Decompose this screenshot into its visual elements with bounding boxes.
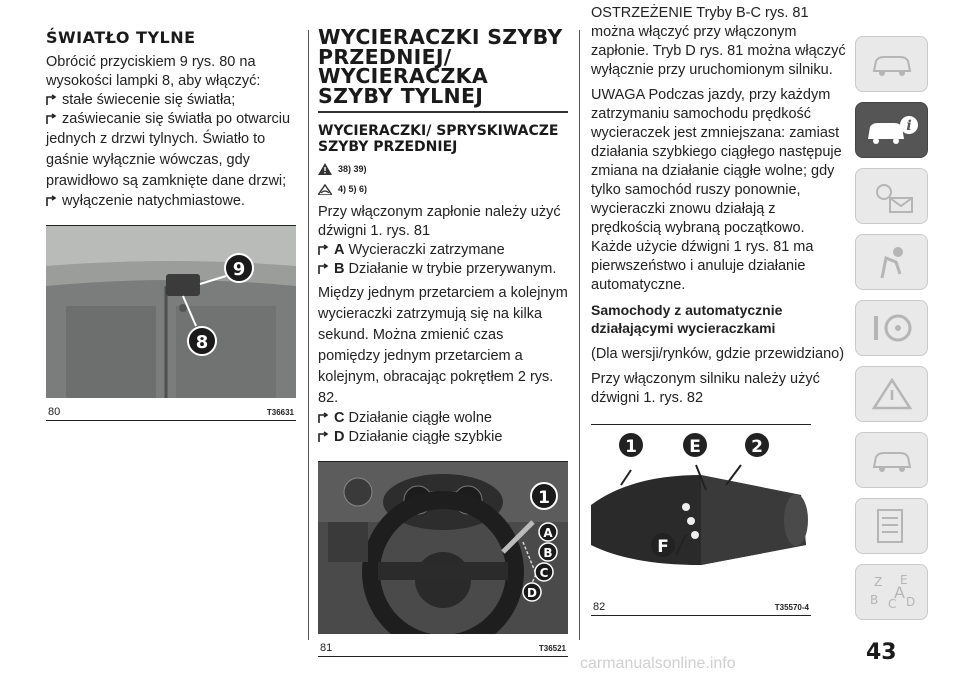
arrow-bullet-icon [318, 244, 330, 256]
list-item [46, 110, 296, 129]
paragraph-note: UWAGA Podczas jazdy, przy każdym zatrzymaniu samochodu prędkość wycieraczek jest zmniejszana: zamiast działania szybkiego ciągłego następuje zmiana na działanie ciągłe wolne; gdy tylko samochód ruszy ponownie, wycieraczki znowu działają z prędkością wybraną początkowo. Każde użycie dźwigni 1 rys. 81 ma pierwszeństwo i anuluje działanie automatyczne. [591, 87, 842, 293]
figure-81 [318, 461, 568, 657]
mode-key: C [334, 410, 345, 426]
svg-text:i: i [905, 118, 912, 134]
column-3 [591, 4, 846, 616]
figure-82 [591, 424, 811, 616]
figure-code: T36521 [538, 643, 566, 653]
arrow-bullet-icon [318, 263, 330, 275]
caution-reference [318, 183, 568, 195]
warning-refs: 38) 39) [338, 164, 367, 174]
figure-code: T35570-4 [774, 602, 809, 612]
callout-1: 1 [538, 488, 550, 508]
callout-8: 8 [195, 332, 209, 353]
column-1 [46, 28, 296, 421]
svg-text:Z: Z [873, 575, 882, 589]
list-item-text: wyłączenie natychmiastowe. [62, 193, 245, 209]
callout-9: 9 [232, 259, 246, 280]
chapter-tab-maintenance[interactable] [855, 432, 928, 488]
figure-code: T36631 [266, 407, 294, 417]
checklist-icon [872, 507, 912, 545]
list-item [318, 260, 568, 279]
section-title-wipers: WYCIERACZKI SZYBY PRZEDNIEJ/ WYCIERACZKA SZYBY TYLNEJ [318, 28, 568, 113]
mode-text: Wycieraczki zatrzymane [348, 242, 505, 258]
chapter-tab-technical-data[interactable] [855, 498, 928, 554]
arrow-bullet-icon [46, 113, 58, 125]
chapter-tab-vehicle[interactable] [855, 36, 928, 92]
mode-text: Działanie ciągłe szybkie [348, 429, 503, 445]
figure-caption [318, 639, 568, 656]
chapter-tab-safety[interactable] [855, 234, 928, 290]
arrow-bullet-icon [46, 94, 58, 106]
wiper-stalk-photo [591, 425, 811, 593]
warning-reference [318, 163, 568, 175]
chapter-tab-knowing-vehicle[interactable] [855, 102, 928, 158]
steering-wheel-photo [318, 462, 568, 634]
callout-1: 1 [625, 437, 637, 457]
paragraph: Między jednym przetarciem a kolejnym wycieraczki zatrzymują się na kilka sekund. Można zmienić czas pomiędzy jednym przetarciem a kolejnym, obracając pokrętłem 2 rys. 82. [318, 285, 568, 406]
paragraph: jednych z drzwi tylnych. Światło to gaśnie wyłącznie wówczas, gdy prawidłowo są zamknięte dane drzwi; [46, 131, 287, 189]
column-2 [318, 25, 568, 657]
column-separator [579, 30, 580, 640]
heading-auto-wipers: Samochody z automatycznie działającymi wycieraczkami [591, 302, 783, 336]
paragraph: (Dla wersji/rynków, gdzie przewidziano) [591, 346, 845, 362]
svg-text:D: D [905, 595, 915, 609]
page-number: 43 [866, 640, 897, 665]
callout-C: C [539, 566, 549, 580]
subsection-title-front-wipers: WYCIERACZKI/ SPRYSKIWACZE SZYBY PRZEDNIEJ [318, 123, 559, 155]
chapter-tab-index[interactable] [855, 564, 928, 620]
list-item [318, 241, 568, 260]
figure-caption [46, 403, 296, 420]
callout-2: 2 [751, 437, 763, 457]
callout-B: B [543, 546, 553, 560]
svg-text:E: E [899, 573, 908, 587]
warning-triangle-icon [868, 376, 916, 412]
rear-light-photo [46, 226, 296, 398]
car-outline-icon [868, 49, 916, 79]
paragraph: Przy włączonym silniku należy użyć dźwigni 1. rys. 82 [591, 371, 820, 406]
car-service-icon [868, 445, 916, 475]
mode-text: Działanie ciągłe wolne [348, 410, 492, 426]
arrow-bullet-icon [46, 195, 58, 207]
lights-envelope-icon [868, 178, 916, 214]
chapter-tab-starting-driving[interactable] [855, 300, 928, 356]
list-item [46, 91, 296, 110]
paragraph: Obrócić przyciskiem 9 rys. 80 na wysokości lampki 8, aby włączyć: [46, 54, 261, 89]
figure-number: 80 [48, 406, 61, 418]
figure-number: 81 [320, 642, 333, 654]
warning-triangle-icon [318, 163, 332, 175]
list-item-text: zaświecanie się światła po otwarciu [62, 111, 291, 127]
car-info-icon [864, 113, 920, 147]
callout-E: E [689, 437, 701, 457]
list-item [318, 409, 568, 428]
callout-F: F [657, 537, 669, 557]
column-separator [308, 30, 309, 640]
arrow-bullet-icon [318, 412, 330, 424]
paragraph-warning: OSTRZEŻENIE Tryby B-C rys. 81 można włączyć przy włączonym zapłonie. Tryb D rys. 81 można włączyć wyłącznie przy uruchomionym silniku. [591, 5, 846, 78]
figure-80 [46, 225, 296, 421]
mode-text: Działanie w trybie przerywanym. [348, 261, 557, 277]
svg-text:A: A [893, 583, 905, 602]
alphabet-index-icon [866, 572, 918, 612]
callout-A: A [543, 526, 553, 540]
list-item-text: stałe świecenie się światła; [62, 92, 236, 108]
paragraph: Przy włączonym zapłonie należy użyć dźwigni 1. rys. 81 [318, 204, 561, 239]
arrow-bullet-icon [318, 431, 330, 443]
mode-key: A [334, 242, 345, 258]
caution-icon [318, 183, 332, 195]
mode-key: B [334, 261, 345, 277]
caution-refs: 4) 5) 6) [338, 184, 368, 194]
chapter-tab-emergency[interactable] [855, 366, 928, 422]
chapter-tab-warning-lights[interactable] [855, 168, 928, 224]
figure-caption [591, 598, 811, 615]
svg-text:C: C [887, 597, 896, 611]
list-item [318, 428, 568, 447]
section-title-rear-light: ŚWIATŁO TYLNE [46, 28, 196, 47]
mode-key: D [334, 429, 345, 445]
steering-wheel-icon [868, 310, 916, 346]
callout-D: D [527, 586, 537, 600]
airbag-seat-icon [872, 244, 912, 280]
figure-number: 82 [593, 601, 606, 613]
svg-text:B: B [869, 593, 878, 607]
list-item [46, 192, 296, 211]
watermark: carmanualsonline.info [580, 655, 736, 672]
